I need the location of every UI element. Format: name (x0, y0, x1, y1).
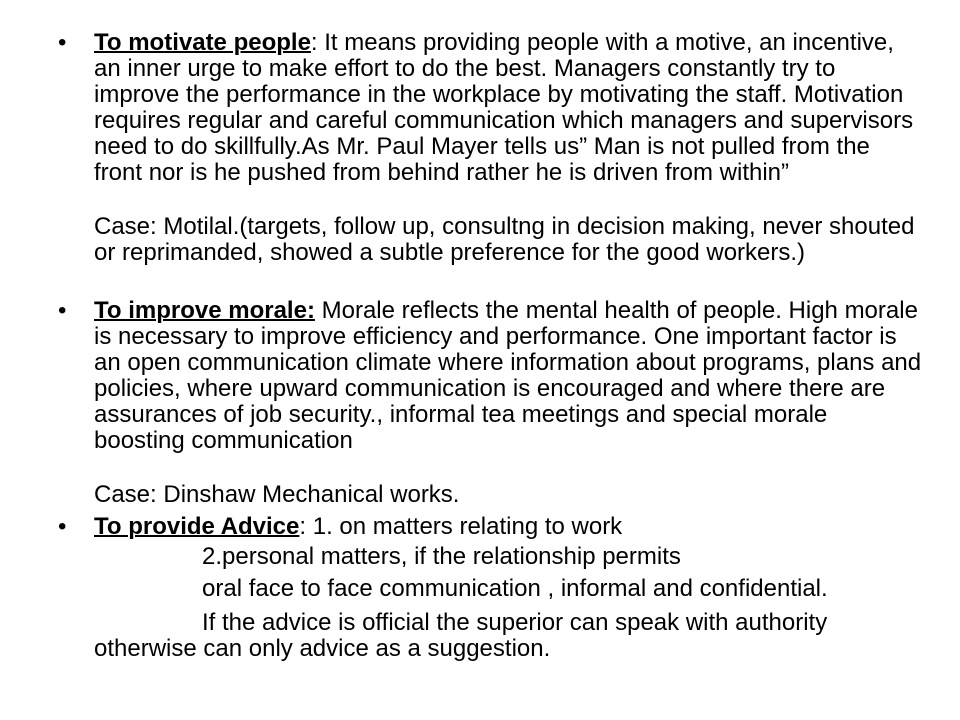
advice-line-2: oral face to face communication , informal and confidential. (202, 575, 828, 602)
motivate-heading: To motivate people (94, 29, 311, 56)
advice-separator: : (299, 513, 307, 540)
advice-body: 1. on matters relating to work (306, 513, 623, 540)
motivate-separator: : (310, 29, 318, 56)
advice-heading: To provide Advice (94, 513, 300, 540)
motivate-paragraph (94, 30, 924, 186)
advice-line-3: If the advice is official the superior can speak with authority otherwise can only advice as a suggestion. (94, 609, 828, 662)
morale-paragraph (94, 298, 924, 454)
morale-case: Case: Dinshaw Mechanical works. (94, 481, 460, 508)
advice-line-1: 2.personal matters, if the relationship permits (202, 543, 681, 570)
morale-body: Morale reflects the mental health of people. High morale is necessary to improve efficiency and performance. One important factor is an open communication climate where information about programs, plans and policies, where upward communication is encouraged and where there are assurances of job security., informal tea meetings and special morale boosting communication (94, 297, 922, 454)
bullet-icon: • (58, 513, 67, 540)
advice-paragraph (94, 514, 924, 540)
morale-heading: To improve morale: (94, 297, 315, 324)
motivate-body: It means providing people with a motive, an incentive, an inner urge to make effort to do the best. Managers constantly try to improve the performance in the workplace by motivating the staff. Motivation requires regular and careful communication which managers and supervisors need to do skillfully.As Mr. Paul Mayer tells us” Man is not pulled from the front nor is he pushed from behind rather he is driven from within” (94, 29, 914, 186)
motivate-case: Case: Motilal.(targets, follow up, consultng in decision making, never shouted or reprimanded, showed a subtle preference for the good workers.) (94, 213, 915, 266)
bullet-icon: • (58, 29, 67, 56)
bullet-icon: • (58, 297, 67, 324)
